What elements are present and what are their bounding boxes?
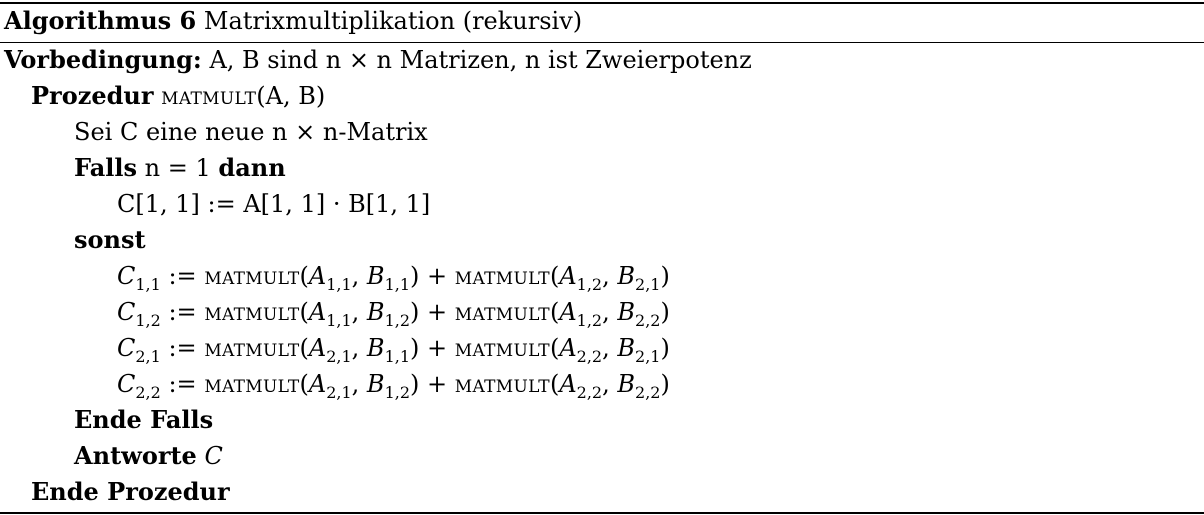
caption-title: Matrixmultiplikation (rekursiv) xyxy=(203,7,583,35)
if-condition: n = 1 xyxy=(144,154,211,182)
bottom-rule xyxy=(0,512,1204,514)
precondition-line xyxy=(4,45,752,75)
precondition-label: Vorbedingung: xyxy=(4,45,202,74)
recursive-line: $C_{2,2}$ := $matmult(A_{2,1}$, $B_{1,2}$) + $matmult(A_{2,2}$, $B_{2,2}$) xyxy=(117,370,670,402)
recursive-line: $C_{1,2}$ := $matmult(A_{1,1}$, $B_{1,2}$) + $matmult(A_{1,2}$, $B_{2,2}$) xyxy=(117,298,670,330)
return-line xyxy=(74,441,223,471)
procedure-args: (A, B) xyxy=(256,82,326,110)
if-keyword: Falls xyxy=(74,153,138,182)
recursive-line: $C_{2,1}$ := $matmult(A_{2,1}$, $B_{1,1}$) + $matmult(A_{2,2}$, $B_{2,1}$) xyxy=(117,334,670,366)
procedure-header xyxy=(31,81,325,111)
top-rule xyxy=(0,2,1204,4)
end-procedure: Ende Prozedur xyxy=(31,477,230,506)
algorithm-caption xyxy=(4,6,582,36)
procedure-keyword: Prozedur xyxy=(31,81,154,110)
new-matrix-line: Sei C eine neue n × n-Matrix xyxy=(74,118,428,146)
procedure-name: matmult xyxy=(161,82,257,110)
base-case-line: C[1, 1] := A[1, 1] · B[1, 1] xyxy=(117,190,431,218)
precondition-text: A, B sind n × n Matrizen, n ist Zweierpotenz xyxy=(209,46,752,74)
if-line xyxy=(74,153,286,183)
caption-rule xyxy=(0,42,1204,43)
end-if: Ende Falls xyxy=(74,405,214,434)
recursive-line: $C_{1,1}$ := $matmult(A_{1,1}$, $B_{1,1}$) + $matmult(A_{1,2}$, $B_{2,1}$) xyxy=(117,262,670,294)
caption-label: Algorithmus 6 xyxy=(4,6,197,35)
then-keyword: dann xyxy=(218,153,286,182)
return-keyword: Antworte xyxy=(74,441,197,470)
return-value: C xyxy=(204,442,223,470)
else-keyword: sonst xyxy=(74,225,146,254)
